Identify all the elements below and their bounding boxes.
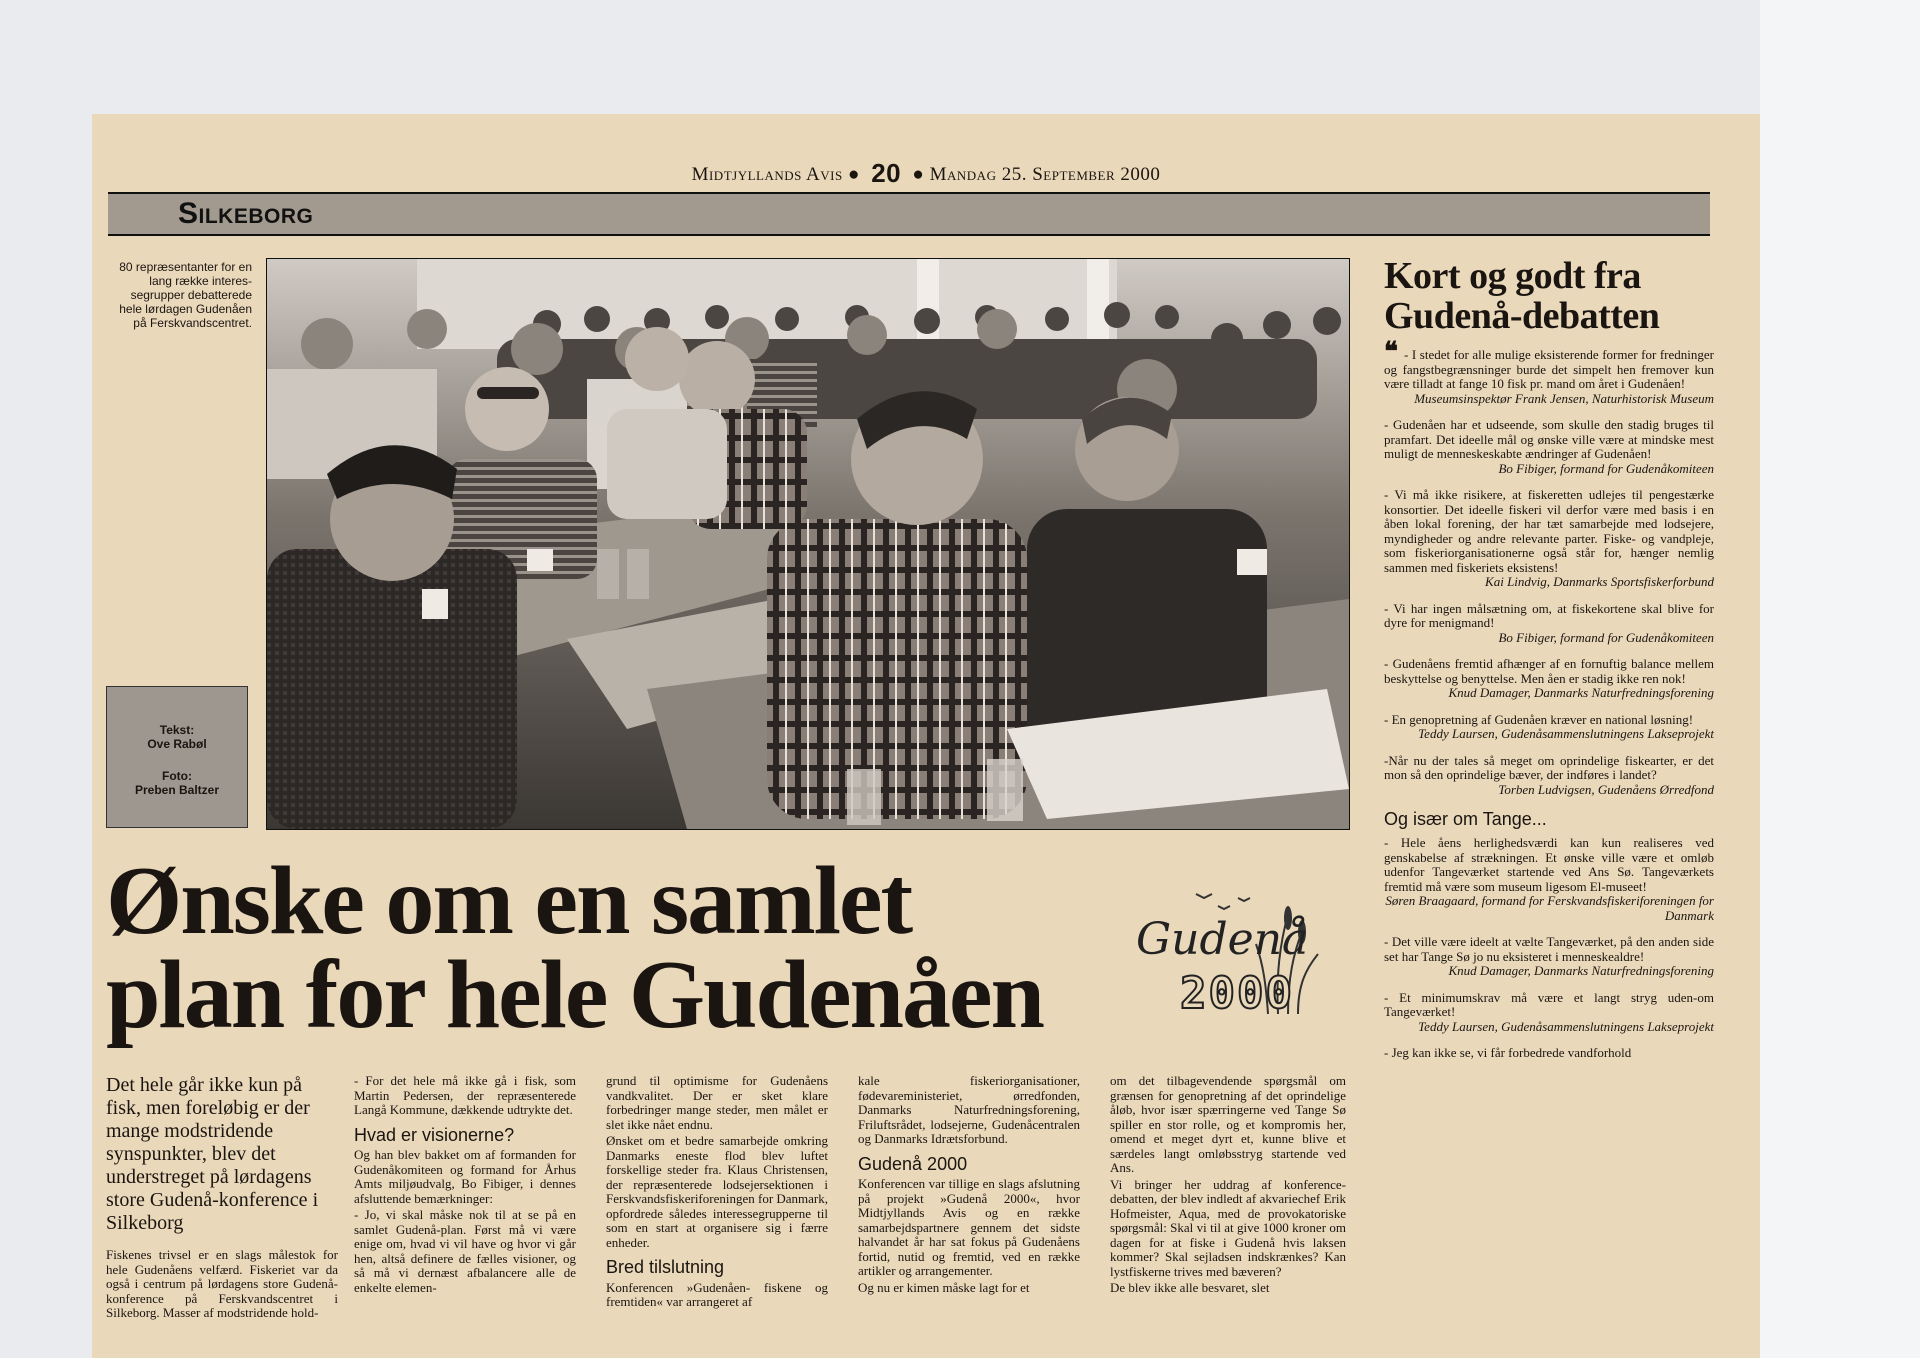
logo-year: 2000	[1180, 968, 1294, 1019]
lead-paragraph: Det hele går ikke kun på fisk, men foreløbig er der mange modstridende synspunkter, blev det understreget på lørdagens store Gudenå-konference i Silkeborg	[106, 1074, 319, 1234]
quote-author: Bo Fibiger, formand for Gudenåkomiteen	[1498, 460, 1714, 476]
quote-text: - Hele åens herlighedsværdi kan kun realiseres ved genskabelse af strækningen. Et ønske ville være et omløb udenfor Tangeværket startende ved Ans Sø. Tangeværkets fremtid må være som museum ligesom El-museet!	[1384, 835, 1714, 894]
photo-credit-name: Preben Baltzer	[134, 783, 220, 797]
quote-author: Bo Fibiger, formand for Gudenåkomiteen	[1498, 629, 1714, 645]
quote-text: - Jeg kan ikke se, vi får forbedrede vandforhold	[1384, 1045, 1632, 1060]
quote-author: Knud Damager, Danmarks Naturfredningsforening	[1448, 685, 1714, 700]
col3-para-1: grund til optimisme for Gudenåens vandkvalitet. Der er sket klare forbedringer mange steder, men målet er slet ikke nået endnu.	[606, 1073, 828, 1132]
headline-line-2: plan for hele Gudenåen	[106, 941, 1044, 1049]
col4-para-3: Og nu er kimen måske lagt for et	[858, 1279, 1030, 1295]
quote-text: - Gudenåen har et udseende, som skulle den stadig bruges til pramfart. Det ideelle mål og ønske ville være at mindske mest muligt de menneskeskabte ændringer af Gudenåen!	[1384, 417, 1714, 461]
body-column-3	[606, 1074, 828, 1312]
body-column-2	[354, 1074, 576, 1297]
quote-item	[1384, 1046, 1714, 1061]
col5-para-3: De blev ikke alle besvaret, slet	[1110, 1280, 1270, 1295]
sidebar-title: Kort og godt fra Gudenå-debatten	[1384, 255, 1660, 337]
quote-author: Teddy Laursen, Gudenåsammenslutningens Lakseprojekt	[1418, 1018, 1714, 1034]
issue-date: Mandag 25. September 2000	[929, 164, 1161, 185]
headline-line-1: Ønske om en samlet	[106, 847, 912, 955]
section-title: Silkeborg	[178, 197, 314, 230]
paper-name: Midtjyllands Avis	[691, 164, 843, 185]
body-column-1: Fiskenes trivsel er en slags målestok for hele Gudenåens velfærd. Fiskeriet var da også i centrum på lørdagens store Gudenå-konference på Ferskvandscentret i Silkeborg. Masser af modstridende hold-	[106, 1247, 338, 1320]
col3-para-3: Konferencen »Gudenåen- fiskene og fremtiden« var arrangeret af	[606, 1279, 828, 1309]
col2-para-2: Og han blev bakket om af formanden for Gudenåkomiteen og formand for Århus Amts miljøudvalg, Bo Fibiger, i dennes afsluttende bemærkninger:	[354, 1147, 576, 1206]
headline	[106, 847, 1106, 1049]
conference-photo	[266, 258, 1350, 830]
quote-mark-icon: ❝	[1384, 336, 1398, 366]
quote-item	[1384, 488, 1714, 590]
text-credit-label: Tekst:	[159, 723, 195, 737]
text-credit-name: Ove Rabøl	[147, 737, 207, 751]
col4-subhead: Gudenå 2000	[858, 1153, 968, 1174]
quote-text: - I stedet for alle mulige eksisterende former for fredninger og fangstbegrænsninger burde det simpelt hen fremover kun være tilladt at fange 10 fisk pr. mand om året i Gudenåen!	[1384, 347, 1714, 391]
quote-author: Museumsinspektør Frank Jensen, Naturhistorisk Museum	[1414, 390, 1714, 406]
quote-text: - Vi har ingen målsætning om, at fiskekortene skal blive for dyre for menigmand!	[1384, 600, 1714, 630]
quote-text: - En genopretning af Gudenåen kræver en national løsning!	[1384, 711, 1694, 727]
body-column-4	[858, 1074, 1080, 1297]
scanner-background	[1760, 0, 1920, 1358]
quote-item	[1384, 935, 1714, 979]
gudenaa-2000-logo	[1128, 884, 1328, 1019]
body-column-5	[1110, 1074, 1346, 1298]
quote-item	[1384, 713, 1714, 742]
sidebar-subhead: Og især om Tange...	[1384, 809, 1547, 829]
logo-word: Gudenå	[1136, 914, 1309, 965]
quote-author: Kai Lindvig, Danmarks Sportsfiskerforbund	[1485, 574, 1714, 589]
quote-text: -Når nu der tales så meget om oprindelige fiskearter, er det mon så den oprindelige bæver, der indføres i landet?	[1384, 752, 1714, 782]
quote-item	[1384, 418, 1714, 476]
col5-para-1: om det tilbagevendende spørgsmål om grænsen for genopretning af det oprindelige åløb, hvor især spærringerne ved Tange Sø spiller en stor rolle, og et kompromis her, omend et meget dyrt et, kunne blive et særdeles langt omløbsstryg startende ved Ans.	[1110, 1073, 1346, 1175]
col4-para-2: Konferencen var tillige en slags afslutning på projekt »Gudenå 2000«, hvor Midtjyllands Avis og en række samarbejdspartnere gennem det sidste halvandet år har sat fokus på Gudenåens fortid, nutid og fremtid, ved en række artikler og arrangementer.	[858, 1176, 1080, 1278]
quote-author: Søren Braagaard, formand for Ferskvandsfiskeriforeningen for Danmark	[1385, 893, 1714, 923]
col4-para-1: kale fiskeriorganisationer, fødevareministeriet, ørredfonden, Danmarks Naturfredningsforening, Friluftsrådet, lodsejerne, Gudenåcentralen og Danmarks Idrætsforbund.	[858, 1073, 1080, 1146]
masthead: Midtjyllands Avis ● 20 ● Mandag 25. September 2000	[691, 158, 1161, 188]
col2-para-1: - For det hele må ikke gå i fisk, som Martin Pedersen, der repræsenterede Langå Kommune, dækkende udtrykte det.	[354, 1073, 576, 1117]
quote-text: - Vi må ikke risikere, at fiskeretten udlejes til pengestærke konsortier. Det ideelle fiskeri vil derfor være med basis i en åben lokal forening, der har tæt samarbejde med lodsejere, myndigheder og andre relevante parter. Fiske- og vandpleje, som fiskeriorganisationerne også står for, hænger nemlig sammen med fiskeriets eksistens!	[1384, 487, 1714, 575]
quote-author: Teddy Laursen, Gudenåsammenslutningens Lakseprojekt	[1418, 726, 1714, 741]
quote-item	[1384, 657, 1714, 701]
newspaper-page	[92, 114, 1760, 1358]
quote-text: - Gudenåens fremtid afhænger af en fornuftig balance mellem beskyttelse og benyttelse. Men åen er stadig ikke ren nok!	[1384, 656, 1714, 686]
quote-item	[1384, 754, 1714, 798]
quote-author: Knud Damager, Danmarks Naturfredningsforening	[1448, 963, 1714, 978]
col3-para-2: Ønsket om et bedre samarbejde omkring Danmarks eneste flod blev luftet forskellige steder fra. Klaus Christensen, der repræsenterede lodsejersektionen i Ferskvandsfiskeriforeningen for Danmark, opfordrede således interessegrupperne til som en start at organisere sig i færre enheder.	[606, 1133, 829, 1250]
section-band	[108, 192, 1710, 236]
photo-caption: 80 repræsentanter for en lang række interes-segrupper debatterede hele lørdagen Gudenåen på Ferskvandscentret.	[119, 260, 252, 330]
quote-item	[1384, 602, 1714, 646]
quote-author: Torben Ludvigsen, Gudenåens Ørredfond	[1498, 781, 1714, 797]
col5-para-2: Vi bringer her uddrag af konference-debatten, der blev indledt af akvariechef Erik Hofmeister, Aqua, med de provokatoriske spørgsmål: Skal vi til at give 1000 kroner om dagen for at fiske i Gudenå hvis laksen kommer? Skal sejladsen indskrænkes? Kan lystfiskerne trives med bæveren?	[1110, 1176, 1346, 1279]
quote-item	[1384, 336, 1714, 406]
quote-text: - Det ville være ideelt at vælte Tangeværket, på den anden side set har Tange Sø jo nu eksisteret i menneskealdre!	[1384, 934, 1714, 964]
quote-text: - Et minimumskrav må være et langt stryg uden-om Tangeværket!	[1384, 989, 1714, 1019]
credit-box	[106, 686, 248, 828]
col3-subhead: Bred tilslutning	[606, 1257, 725, 1277]
photo-credit-label: Foto:	[162, 769, 192, 783]
quote-item	[1384, 991, 1714, 1035]
quote-item	[1384, 836, 1714, 923]
col2-para-3: - Jo, vi skal måske nok til at se på en samlet Gudenå-plan. Først må vi være enige om, hvad vi vil have og hvor vi går hen, altså definere de fælles visioner, og så må vi dernæst afbalancere alle de enkelte elemen-	[354, 1207, 576, 1295]
page-number: 20	[871, 158, 902, 188]
col2-subhead: Hvad er visionerne?	[354, 1124, 515, 1145]
sidebar-quotes	[1384, 256, 1714, 1073]
